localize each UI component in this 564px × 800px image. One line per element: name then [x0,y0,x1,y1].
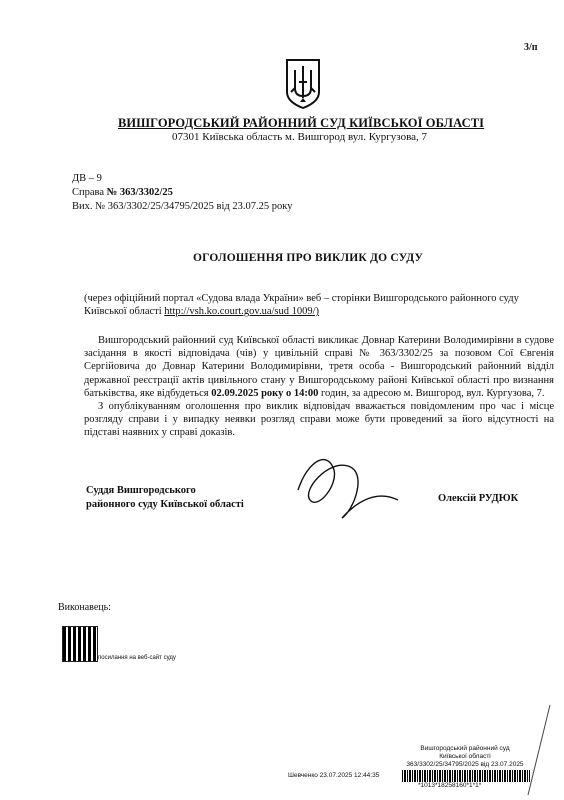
doc-meta [72,172,292,214]
stamp-line3: 363/3302/25/34795/2025 від 23.07.2025 [406,761,524,768]
intro-body: (через офіційний портал «Судова влада України» веб – сторінки Вишгородського районного суду Київської області [84,293,519,318]
stamp-line2: Київської області [439,753,491,760]
case-number: № 363/3302/25 [106,187,173,198]
paragraph-1 [84,334,554,400]
judge-role [86,484,244,512]
qr-caption: посилання на веб-сайт суду [98,655,176,661]
case-prefix: Справа [72,187,107,198]
p1-text-c: годин, за адресою м. Вишгород, вул. Кургузова, 7. [318,387,545,399]
court-name: ВИШГОРОДСЬКИЙ РАЙОННИЙ СУД КИЇВСЬКОЇ ОБЛАСТІ [118,116,485,130]
court-website-link[interactable]: http://vsh.ko.court.gov.ua/sud 1009/) [164,306,320,318]
paragraph-2: З опублікуванням оголошення про виклик відповідач вважається повідомленим про час і місце розгляду справи і у випадку неявки розгляд справи може бути проведений за його відсутності на підставі наявних у справі доказів. [84,401,554,439]
court-address: 07301 Київська область м. Вишгород вул. Кургузова, 7 [172,131,427,143]
judge-name: Олексій РУДЮК [438,493,519,504]
document-title: ОГОЛОШЕННЯ ПРО ВИКЛИК ДО СУДУ [193,252,424,264]
outgoing-number: Вих. № 363/3302/25/34795/2025 від 23.07.25 року [72,201,293,212]
registration-stamp [400,745,530,769]
barcode [402,770,530,782]
barcode-text: *1013*18258160*1*1* [418,782,482,789]
hearing-time: 14:00 [293,387,319,399]
coat-of-arms-icon [285,58,321,110]
stamp-line1: Вишгородський районний суд [420,745,510,752]
executor-label: Виконавець: [58,602,111,613]
judge-role-line1: Суддя Вишгородського [86,485,196,496]
notice-body [84,334,554,440]
case-line [72,186,292,200]
dv-code: ДВ – 9 [72,173,102,184]
p1-text-b: року о [258,387,294,399]
margin-mark [520,700,560,800]
judge-role-line2: районного суду Київської області [86,499,244,510]
qr-code-icon[interactable] [62,626,98,662]
hearing-date: 02.09.2025 [211,387,259,399]
stamp-operator: Шевченко 23.07.2025 12:44:35 [288,772,380,779]
p1-text-a: Вишгородський районний суд Київської області викликає Довнар Катерини Володимирівни в судове засідання в якості відповідача (чів) у цивільній справі № 363/3302/25 за позовом Сої Євгенія Сергійовича до Довнар Катерини Володимирівни, третя особа - Вишгородський районний відділ державної реєстрації актів цивільного стану у Вишгородському районі Київської області про визнання батьківства, яке відбудеться [84,335,554,399]
page-number: 3/п [524,42,538,53]
handwritten-signature [288,440,408,530]
intro-text [84,292,544,318]
